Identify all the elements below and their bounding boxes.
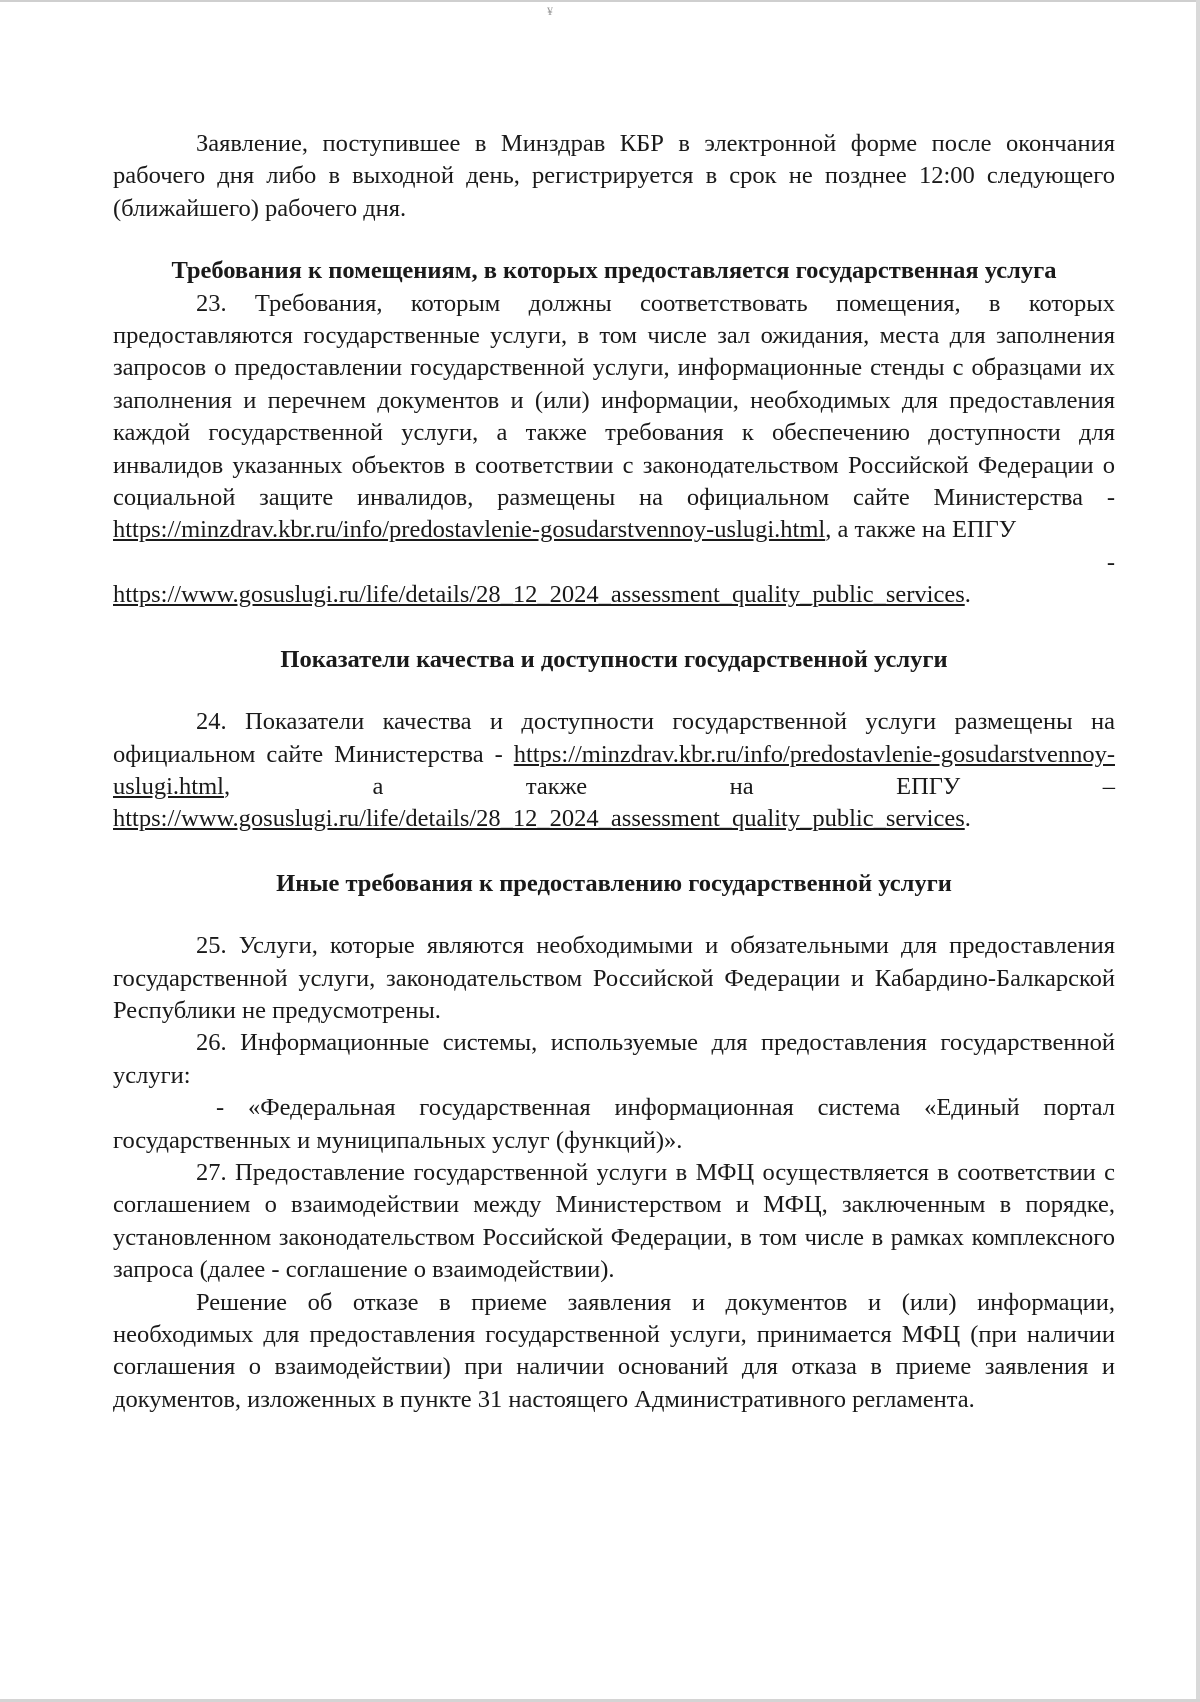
paragraph-27-refusal: Решение об отказе в приеме заявления и документов и (или) информации, необходимых для предоставления государственной услуги, принимается МФЦ (при наличии соглашения о взаимодействии) при наличии оснований для отказа в приеме заявления и документов, изложенных в пункте 31 настоящего Административного регламента. [113, 1288, 1115, 1413]
paragraph-23-link-line [113, 579, 1115, 611]
paragraph-23-end: . [964, 581, 971, 609]
scan-border-right [1196, 0, 1200, 1702]
paragraph-26-list-item: - «Федеральная государственная информационная система «Единый портал государственных и муниципальных услуг (функций)». [113, 1094, 1115, 1154]
paragraph-23-dash-line [113, 547, 1115, 579]
paragraph-25: 25. Услуги, которые являются необходимыми и обязательными для предоставления государственной услуги, законодательством Российской Федерации и Кабардино-Балкарской Республики не предусмотрены. [113, 932, 1115, 1024]
paragraph-24-end: . [964, 805, 971, 833]
link-gosuslugi-assessment[interactable]: https://www.gosuslugi.ru/life/details/28_12_2024_assessment_quality_public_services [113, 581, 965, 609]
heading-premises-requirements: Требования к помещениям, в которых предоставляется государственная услуга [171, 257, 1057, 285]
paragraph-24-text: 24. Показатели качества и доступности государственной услуги размещены на официальном сайте Министерства - [113, 708, 1115, 768]
link-gosuslugi-assessment-2[interactable]: https://www.gosuslugi.ru/life/details/28_12_2024_assessment_quality_public_services [113, 805, 965, 833]
paragraph-23-text: 23. Требования, которым должны соответствовать помещения, в которых предоставляются государственные услуги, в том числе зал ожидания, места для заполнения запросов о предоставлении государственной услуги, информационные стенды с образцами их заполнения и перечнем документов и (или) информации, необходимых для предоставления каждой государственной услуги, а также требования к обеспечению доступности для инвалидов указанных объектов в соответствии с законодательством Российской Федерации о социальной защите инвалидов, размещены на официальном сайте Министерства - [113, 289, 1115, 512]
link-minzdrav-kbr-2[interactable]: https://minzdrav.kbr.ru/info/predostavlenie-gosudarstvennoy-uslugi.html [113, 740, 1115, 800]
paragraph-23 [113, 288, 1115, 547]
paragraph-24-mid: , а также на ЕПГУ – [223, 772, 1115, 800]
paragraph-24 [113, 706, 1115, 836]
heading-other-requirements: Иные требования к предоставлению государственной услуги [276, 869, 952, 897]
paragraph-27: 27. Предоставление государственной услуги в МФЦ осуществляется в соответствии с соглашением о взаимодействии между Министерством и МФЦ, заключенным в порядке, установленном законодательством Российской Федерации, в том числе в рамках комплексного запроса (далее - соглашение о взаимодействии). [113, 1158, 1115, 1284]
link-minzdrav-kbr[interactable]: https://minzdrav.kbr.ru/info/predostavlenie-gosudarstvennoy-uslugi.html [113, 516, 826, 544]
heading-quality-indicators: Показатели качества и доступности государственной услуги [280, 645, 948, 673]
scan-border-top [0, 0, 1200, 2]
scan-artifact-mark: ¥ [547, 4, 553, 18]
intro-paragraph: Заявление, поступившее в Минздрав КБР в электронной форме после окончания рабочего дня либо в выходной день, регистрируется в срок не позднее 12:00 следующего (ближайшего) рабочего дня. [113, 130, 1115, 222]
paragraph-26: 26. Информационные системы, используемые для предоставления государственной услуги: [113, 1029, 1115, 1089]
paragraph-23-dash: - [1106, 548, 1115, 576]
document-body [113, 128, 1115, 1416]
paragraph-23-mid: , а также на ЕПГУ [825, 516, 1017, 544]
